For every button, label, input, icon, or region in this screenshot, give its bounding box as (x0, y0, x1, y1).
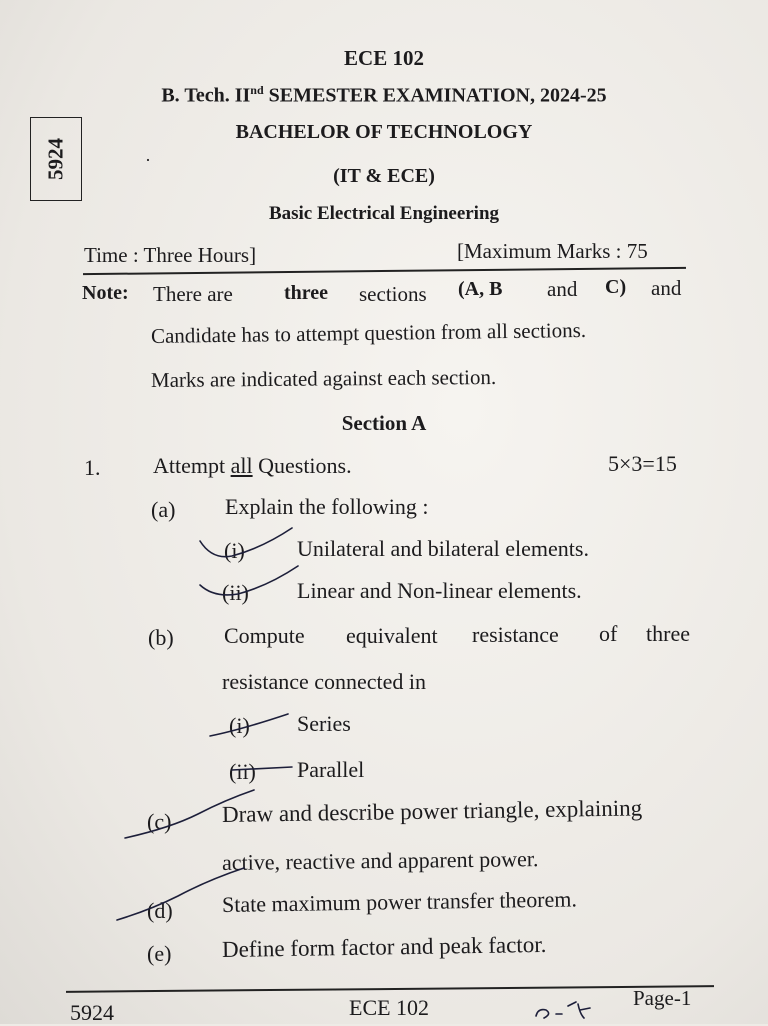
item-c-line1: Draw and describe power triangle, explaining (221, 795, 643, 827)
branches: (IT & ECE) (333, 165, 435, 187)
question-number: 1. (84, 455, 101, 480)
item-b-word-5: three (646, 621, 690, 646)
ink-strike-a-ii (200, 566, 298, 595)
item-a-ii-label: (ii) (222, 580, 249, 605)
ink-initials (536, 1002, 590, 1018)
footer-course: ECE 102 (349, 995, 430, 1020)
note-line3: Marks are indicated against each section. (150, 364, 497, 392)
note-line1-d: (A, B (458, 278, 503, 300)
note-line1-b: three (284, 282, 329, 304)
item-b-line2: resistance connected in (222, 669, 427, 694)
course-code: ECE 102 (344, 46, 424, 70)
note-line1-f: C) (605, 276, 627, 298)
paper-code-box (30, 117, 82, 201)
item-a-ii-text: Linear and Non-linear elements. (297, 578, 582, 603)
note-line1-c: sections (359, 282, 427, 306)
question-marks: 5×3=15 (608, 451, 677, 476)
item-b-ii-text: Parallel (297, 757, 365, 782)
item-b-i-text: Series (297, 711, 351, 736)
item-b-i-label: (i) (229, 713, 250, 738)
item-c-line2: active, reactive and apparent power. (221, 846, 539, 875)
item-a-text: Explain the following : (225, 494, 429, 519)
note-line1-a: There are (153, 282, 233, 306)
time-info: Time : Three Hours] (84, 243, 257, 267)
item-b-label: (b) (148, 625, 174, 650)
note-line1-g: and (651, 276, 682, 300)
item-d-text: State maximum power transfer theorem. (221, 886, 578, 917)
section-title: Section A (341, 411, 427, 435)
paper-code: 5924 (43, 138, 68, 180)
item-e-label: (e) (147, 941, 172, 966)
item-a-label: (a) (151, 497, 176, 522)
footer-rule (66, 985, 714, 993)
note-line1-e: and (547, 277, 578, 301)
item-d-label: (d) (147, 898, 173, 923)
header-rule (83, 267, 686, 275)
exam-title: B. Tech. IInd SEMESTER EXAMINATION, 2024-25 (161, 83, 607, 107)
item-b-ii-label: (ii) (229, 759, 256, 784)
item-b-word-2: equivalent (346, 623, 438, 648)
item-a-i-text: Unilateral and bilateral elements. (297, 536, 589, 561)
degree-title: BACHELOR OF TECHNOLOGY (235, 121, 533, 143)
question-text: Attempt all Questions. (153, 453, 352, 478)
max-marks: [Maximum Marks : 75 (457, 239, 648, 263)
item-b-word-3: resistance (472, 622, 559, 647)
note-line2: Candidate has to attempt question from all sections. (150, 317, 587, 348)
ink-strike-a-i (200, 528, 292, 557)
note-label: Note: (82, 282, 129, 304)
footer-code: 5924 (70, 1000, 114, 1025)
footer-page: Page-1 (633, 986, 692, 1010)
item-a-i-label: (i) (224, 538, 245, 563)
item-b-word-4: of (599, 621, 618, 646)
subject-title: Basic Electrical Engineering (268, 203, 500, 224)
item-e-text: Define form factor and peak factor. (221, 931, 547, 962)
item-b-word-1: Compute (224, 623, 305, 648)
item-c-label: (c) (147, 809, 172, 834)
stray-dot: · (145, 150, 151, 170)
